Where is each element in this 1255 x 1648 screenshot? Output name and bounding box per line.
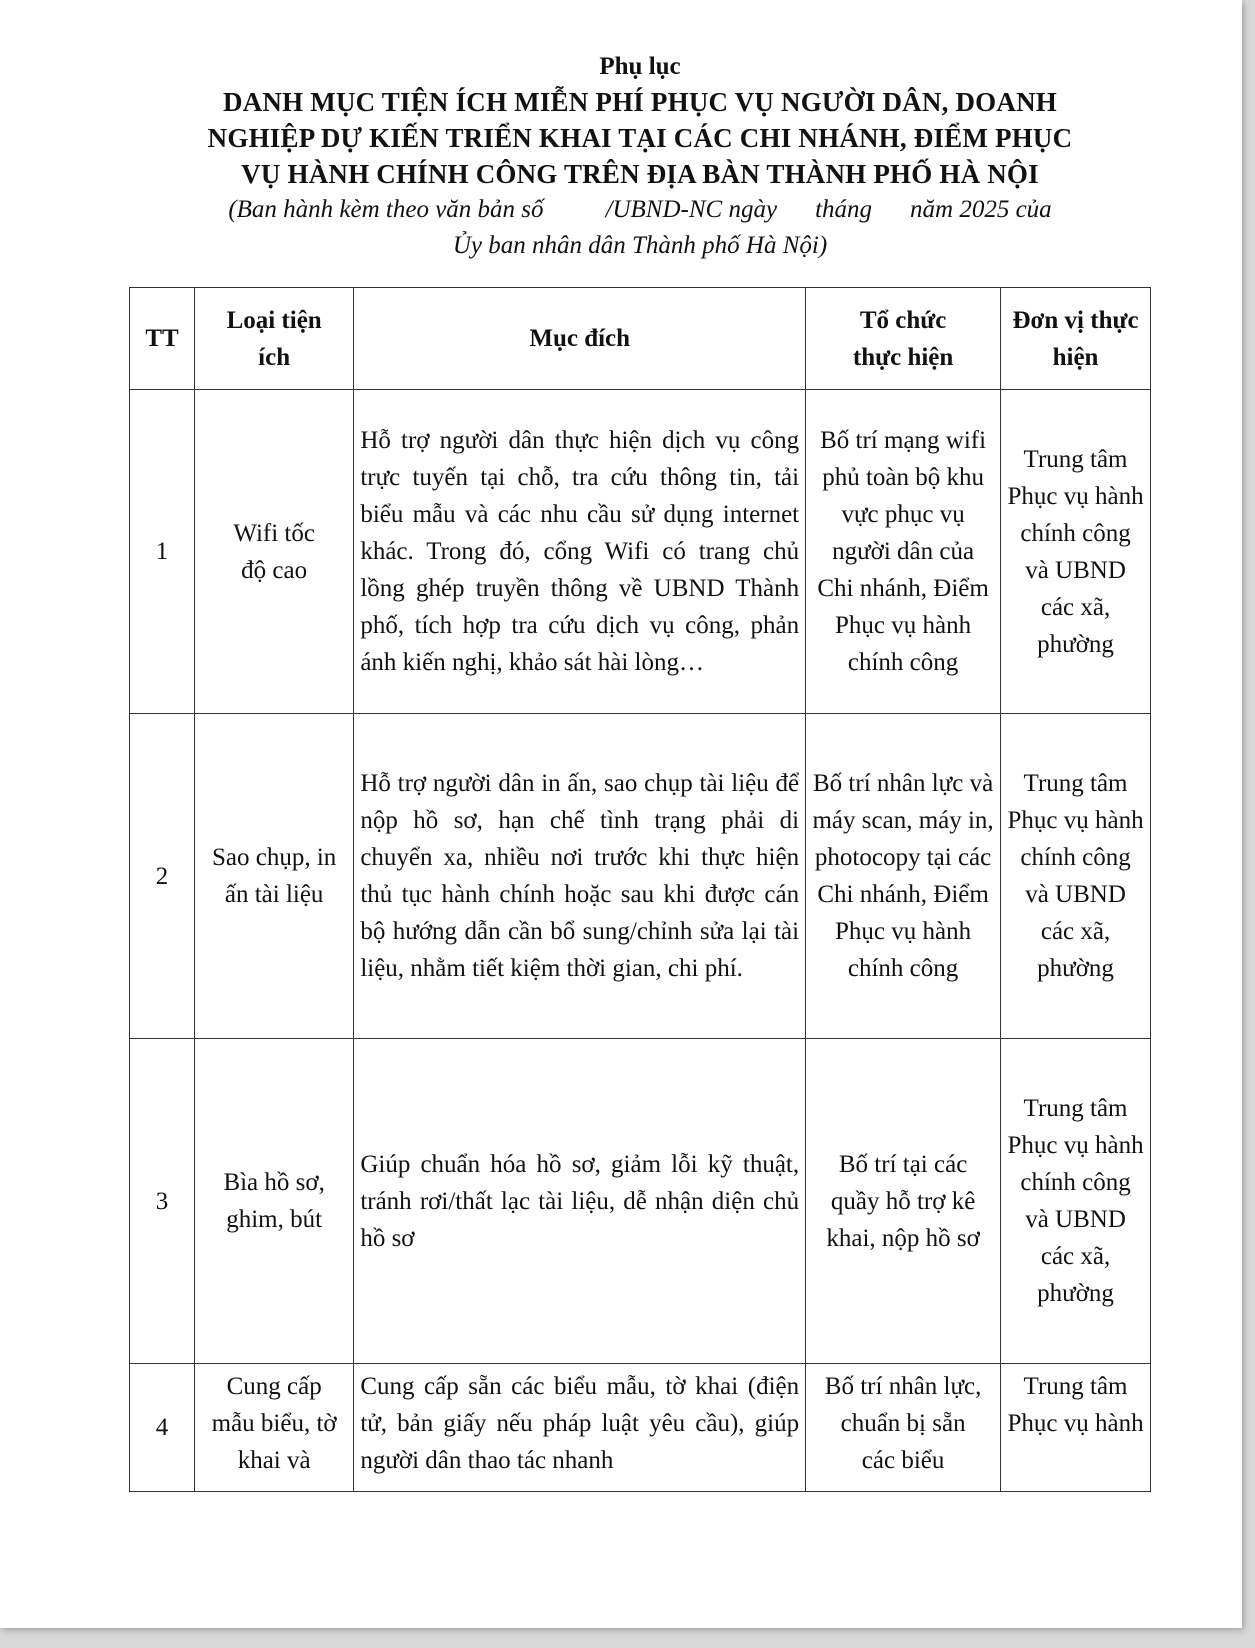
utility-org: Bố trí nhân lực, chuẩn bị sẵn các biểu (806, 1364, 1001, 1492)
table-row (130, 1039, 1151, 1364)
row-number: 1 (130, 390, 195, 714)
utility-unit: Trung tâm Phục vụ hành chính công và UBND các xã, phường (1001, 390, 1151, 714)
utilities-table (129, 287, 1151, 1492)
utility-unit: Trung tâm Phục vụ hành chính công và UBND các xã, phường (1001, 1039, 1151, 1364)
utility-type: Sao chụp, in ấn tài liệu (194, 714, 353, 1039)
document-header (120, 50, 1160, 264)
heading-line-3: VỤ HÀNH CHÍNH CÔNG TRÊN ĐỊA BÀN THÀNH PHỐ HÀ NỘI (241, 159, 1039, 189)
utility-unit: Trung tâm Phục vụ hành (1001, 1364, 1151, 1492)
utility-org: Bố trí tại các quầy hỗ trợ kê khai, nộp hồ sơ (806, 1039, 1001, 1364)
utility-purpose: Hỗ trợ người dân in ấn, sao chụp tài liệu để nộp hồ sơ, hạn chế tình trạng phải di chuyển xa, nhiều nơi trước khi thực hiện thủ tục hành chính hoặc sau khi được cán bộ hướng dẫn cần bổ sung/chỉnh sửa lại tài liệu, nhằm tiết kiệm thời gian, chi phí. (354, 714, 806, 1039)
utility-purpose: Hỗ trợ người dân thực hiện dịch vụ công trực tuyến tại chỗ, tra cứu thông tin, tải biểu mẫu và các nhu cầu sử dụng internet khác. Trong đó, cổng Wifi có trang chủ lồng ghép truyền thông về UBND Thành phố, tích hợp tra cứu dịch vụ công, phản ánh kiến nghị, khảo sát hài lòng… (354, 390, 806, 714)
utility-unit: Trung tâm Phục vụ hành chính công và UBND các xã, phường (1001, 714, 1151, 1039)
utility-purpose: Cung cấp sẵn các biểu mẫu, tờ khai (điện tử, bản giấy nếu pháp luật yêu cầu), giúp người dân thao tác nhanh (354, 1364, 806, 1492)
subtitle-part-3: tháng (815, 196, 873, 223)
subtitle-part-2: /UBND-NC ngày (605, 196, 778, 223)
subtitle-part-1: (Ban hành kèm theo văn bản số (228, 196, 544, 223)
utility-org: Bố trí nhân lực và máy scan, máy in, photocopy tại các Chi nhánh, Điểm Phục vụ hành chính công (806, 714, 1001, 1039)
utility-purpose: Giúp chuẩn hóa hồ sơ, giảm lỗi kỹ thuật, tránh rơi/thất lạc tài liệu, dễ nhận diện chủ hồ sơ (354, 1039, 806, 1364)
utility-org: Bố trí mạng wifi phủ toàn bộ khu vực phục vụ người dân của Chi nhánh, Điểm Phục vụ hành chính công (806, 390, 1001, 714)
header-tt: TT (130, 288, 195, 390)
appendix-title: Phụ lục (599, 53, 681, 80)
table-row (130, 714, 1151, 1039)
utility-type: Bìa hồ sơ, ghim, bút (194, 1039, 353, 1364)
heading-line-1: DANH MỤC TIỆN ÍCH MIỄN PHÍ PHỤC VỤ NGƯỜI DÂN, DOANH (223, 87, 1057, 117)
subtitle-part-4: năm 2025 của (910, 196, 1052, 223)
table-row (130, 390, 1151, 714)
row-number: 2 (130, 714, 195, 1039)
row-number: 4 (130, 1364, 195, 1492)
row-number: 3 (130, 1039, 195, 1364)
table-header-row (130, 288, 1151, 390)
subtitle-line-1 (120, 192, 1160, 228)
header-org: Tổ chức thực hiện (806, 288, 1001, 390)
heading-line-2: NGHIỆP DỰ KIẾN TRIỂN KHAI TẠI CÁC CHI NHÁNH, ĐIỂM PHỤC (207, 123, 1073, 153)
header-type: Loại tiện ích (194, 288, 353, 390)
table-row (130, 1364, 1151, 1492)
header-unit: Đơn vị thực hiện (1001, 288, 1151, 390)
header-purpose: Mục đích (354, 288, 806, 390)
utility-type: Cung cấp mẫu biểu, tờ khai và (194, 1364, 353, 1492)
subtitle-line-2: Ủy ban nhân dân Thành phố Hà Nội) (452, 232, 828, 259)
utility-type: Wifi tốc độ cao (194, 390, 353, 714)
